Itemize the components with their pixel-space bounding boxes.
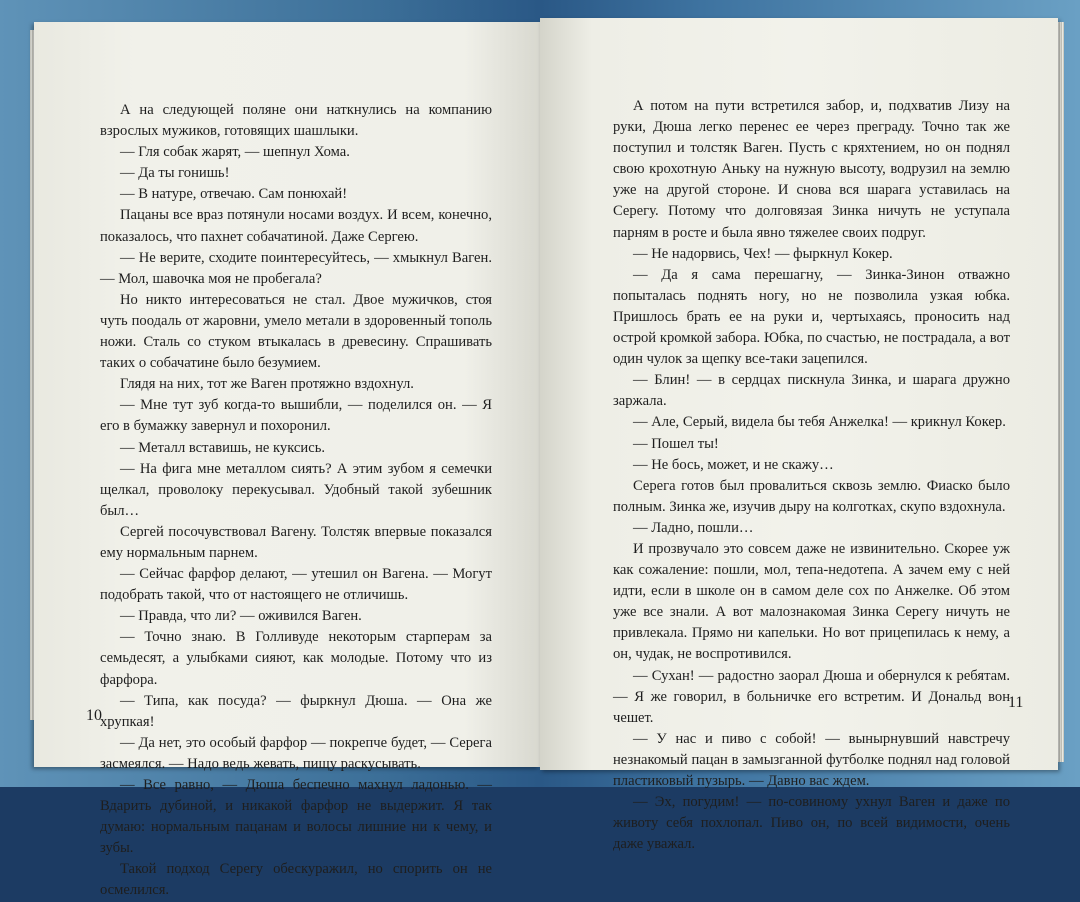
paragraph: — Мне тут зуб когда-то вышибли, — поделился он. — Я его в бумажку завернул и похоронил. — [100, 397, 492, 435]
paragraph: Глядя на них, тот же Ваген протяжно вздохнул. — [120, 376, 414, 393]
paragraph: — Ладно, пошли… — [633, 519, 754, 536]
paragraph: — У нас и пиво с собой! — вынырнувший навстречу незнакомый пацан в замызганной футболке поднял над головой пластиковый пузырь. — Давно вас ждем. — [613, 730, 1010, 789]
left-page-text — [100, 100, 492, 902]
paragraph: — На фига мне металлом сиять? А этим зубом я семечки щелкал, проволоку перекусывал. Удобный такой зубешник был… — [100, 460, 492, 519]
paragraph: — Металл вставишь, не куксись. — [120, 439, 325, 456]
paragraph: — В натуре, отвечаю. Сам понюхай! — [120, 186, 348, 203]
paragraph: — Типа, как посуда? — фыркнул Дюша. — Она же хрупкая! — [100, 692, 492, 730]
paragraph: — Гля собак жарят, — шепнул Хома. — [120, 144, 350, 161]
paragraph: — Сухан! — радостно заорал Дюша и обернулся к ребятам. — Я же говорил, в больничке его встретим. И Дональд вон чешет. — [613, 667, 1010, 726]
paragraph: — Точно знаю. В Голливуде некоторым старперам за семьдесят, а улыбками сияют, как молодые. Потому что из фарфора. — [100, 629, 492, 688]
paragraph: — Не бось, может, и не скажу… — [633, 456, 834, 473]
paragraph: — Да я сама перешагну, — Зинка-Зинон отважно попыталась поднять ногу, но не позволила узкая юбка. Пришлось брать ее на руки и, чертыхаясь, проносить над острой кромкой забора. Юбка, по счастью, не пострадала, а вот один чулок за щепку все-таки зацепился. — [613, 266, 1010, 368]
paragraph: — Все равно, — Дюша беспечно махнул ладонью. — Вдарить дубиной, и никакой фарфор не выдержит. Я так думаю: нормальным пацанам и волосы лишние ни к чему, и зубы. — [100, 777, 492, 857]
paragraph: — Блин! — в сердцах пискнула Зинка, и шарага дружно заржала. — [613, 372, 1010, 410]
page-number: 10 — [86, 707, 102, 724]
paragraph: — Эх, погудим! — по-совиному ухнул Ваген и даже по животу себя похлопал. Пиво он, по всей видимости, очень даже уважал. — [613, 794, 1010, 853]
paragraph: А потом на пути встретился забор, и, подхватив Лизу на руки, Дюша легко перенес ее через преграду. Точно так же поступил и толстяк Ваген. Пусть с кряхтением, но он поднял свою крохотную Аньку на нужную высоту, водрузил на землю уже на другой стороне. И снова вся шарага уставилась на Серегу. Потому что долговязая Зинка ничуть не уступала парням в росте и была явно тяжелее своих подруг. — [613, 98, 1010, 241]
paragraph: — Пошел ты! — [633, 435, 719, 452]
paragraph: — Да ты гонишь! — [120, 165, 230, 182]
left-page — [34, 22, 540, 899]
page-number: 11 — [1008, 694, 1024, 711]
paragraph: Но никто интересоваться не стал. Двое мужичков, стоя чуть поодаль от жаровни, умело метали в здоровенный тополь ножи. Сталь со стуком втыкалась в древесину. Спрашивать таких о собачатине было безумием. — [100, 291, 492, 372]
right-page — [540, 18, 1058, 853]
paragraph: Сергей посочувствовал Вагену. Толстяк впервые показался ему нормальным парнем. — [100, 523, 492, 561]
paragraph: А на следующей поляне они наткнулись на компанию взрослых мужиков, готовящих шашлыки. — [100, 102, 492, 140]
paragraph: — Сейчас фарфор делают, — утешил он Вагена. — Могут подобрать такой, что от настоящего не отличишь. — [100, 566, 492, 604]
paragraph: Серега готов был провалиться сквозь землю. Фиаско было полным. Зинка же, изучив дыру на колготках, скупо вздохнула. — [613, 477, 1010, 515]
paragraph: И прозвучало это совсем даже не извинительно. Скорее уж как сожаление: пошли, мол, тепа-недотепа. А зачем ему с ней идти, если в школе он в самом деле сох по Анжелке. Об этом уже все знали. А вот малознакомая Зинка Серегу ничуть не привлекала. Прямо ни капельки. Но вот прицепилась к нему, а он, чудак, не воспротивился. — [613, 540, 1010, 663]
paragraph: — Не надорвись, Чех! — фыркнул Кокер. — [633, 245, 893, 262]
paragraph: Пацаны все враз потянули носами воздух. И всем, конечно, показалось, что пахнет собачатиной. Даже Сергею. — [100, 207, 492, 245]
paragraph: — Правда, что ли? — оживился Ваген. — [120, 608, 362, 625]
paragraph: Такой подход Серегу обескуражил, но спорить он не осмелился. — [100, 861, 492, 899]
paragraph: — Да нет, это особый фарфор — покрепче будет, — Серега засмеялся. — Надо ведь жевать, пищу раскусывать. — [100, 734, 492, 772]
right-page-text — [613, 96, 1010, 855]
paragraph: — Але, Серый, видела бы тебя Анжелка! — крикнул Кокер. — [633, 414, 1006, 431]
paragraph: — Не верите, сходите поинтересуйтесь, — хмыкнул Ваген. — Мол, шавочка моя не пробегала? — [100, 249, 492, 287]
